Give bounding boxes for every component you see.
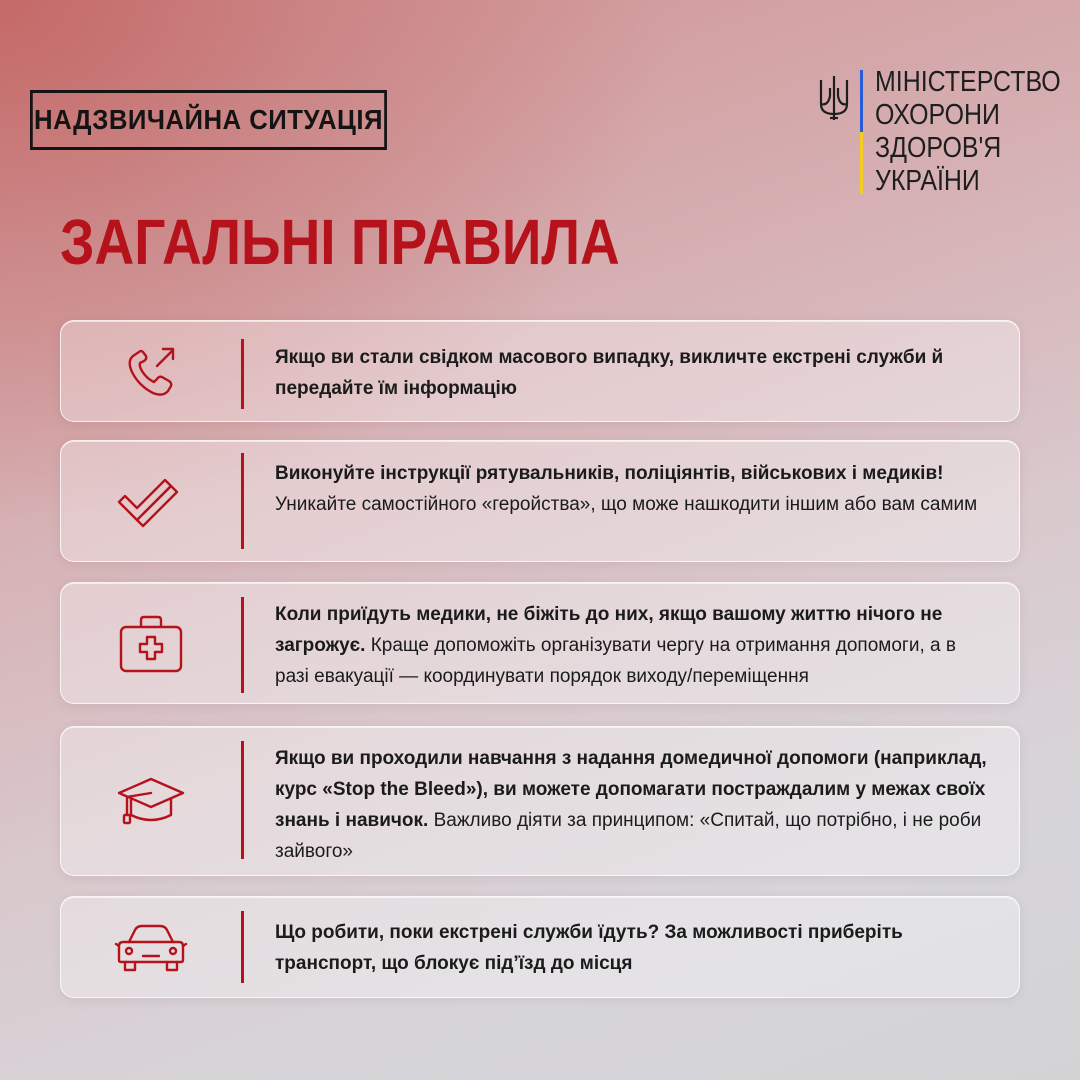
first-aid-kit-icon — [113, 607, 189, 683]
rule-card-clear-access — [60, 896, 1020, 998]
rule-normal-text: Важливо діяти за принципом: «Спитай, що потрібно, і не роби зайвого» — [275, 810, 982, 862]
rule-bold-text: Якщо ви проходили навчання з надання домедичної допомоги (наприклад, курс «Stop the Bleed»), ви можете допомагати постраждалим у межах своїх знань і навичок. — [275, 748, 987, 831]
card-divider — [241, 453, 244, 549]
rule-card-follow-instructions — [60, 440, 1020, 562]
ministry-line: УКРАЇНИ — [875, 165, 980, 197]
ministry-logo — [818, 66, 1080, 198]
rule-text — [275, 599, 995, 692]
rule-bold-text: Виконуйте інструкції рятувальників, поліціянтів, військових і медиків! — [275, 463, 944, 484]
rule-card-first-aid-training — [60, 726, 1020, 876]
emergency-badge: НАДЗВИЧАЙНА СИТУАЦІЯ — [30, 90, 387, 150]
rule-card-medics-arrival — [60, 582, 1020, 704]
rule-card-call-services — [60, 320, 1020, 422]
card-divider — [241, 339, 244, 409]
rule-bold-text: Якщо ви стали свідком масового випадку, викличте екстрені служби й передайте їм інформацію — [275, 347, 944, 399]
trident-icon — [818, 74, 850, 122]
phone-call-icon — [113, 334, 189, 410]
rule-text — [275, 917, 995, 979]
car-icon — [113, 910, 189, 986]
rule-bold-text: Що робити, поки екстрені служби їдуть? За можливості приберіть транспорт, що блокує під’їзд до місця — [275, 922, 903, 974]
double-check-icon — [113, 464, 189, 540]
card-divider — [241, 597, 244, 693]
flag-divider — [860, 70, 863, 194]
card-divider — [241, 741, 244, 859]
rule-text — [275, 743, 995, 867]
rule-normal-text: Краще допоможіть організувати чергу на отримання допомоги, а в разі евакуації — координувати порядок виходу/переміщення — [275, 635, 956, 687]
rule-text — [275, 342, 995, 404]
ministry-name — [875, 66, 1080, 198]
rule-normal-text: Уникайте самостійного «геройства», що може нашкодити іншим або вам самим — [275, 494, 978, 515]
rule-text — [275, 458, 995, 520]
page-title: ЗАГАЛЬНІ ПРАВИЛА — [60, 206, 620, 278]
graduation-cap-icon — [113, 763, 189, 839]
ministry-line: МІНІСТЕРСТВО — [875, 66, 1061, 98]
ministry-line: ОХОРОНИ — [875, 99, 1000, 131]
card-divider — [241, 911, 244, 983]
rule-bold-text: Коли приїдуть медики, не біжіть до них, якщо вашому життю нічого не загрожує. — [275, 604, 943, 656]
ministry-line: ЗДОРОВ'Я — [875, 132, 1002, 164]
